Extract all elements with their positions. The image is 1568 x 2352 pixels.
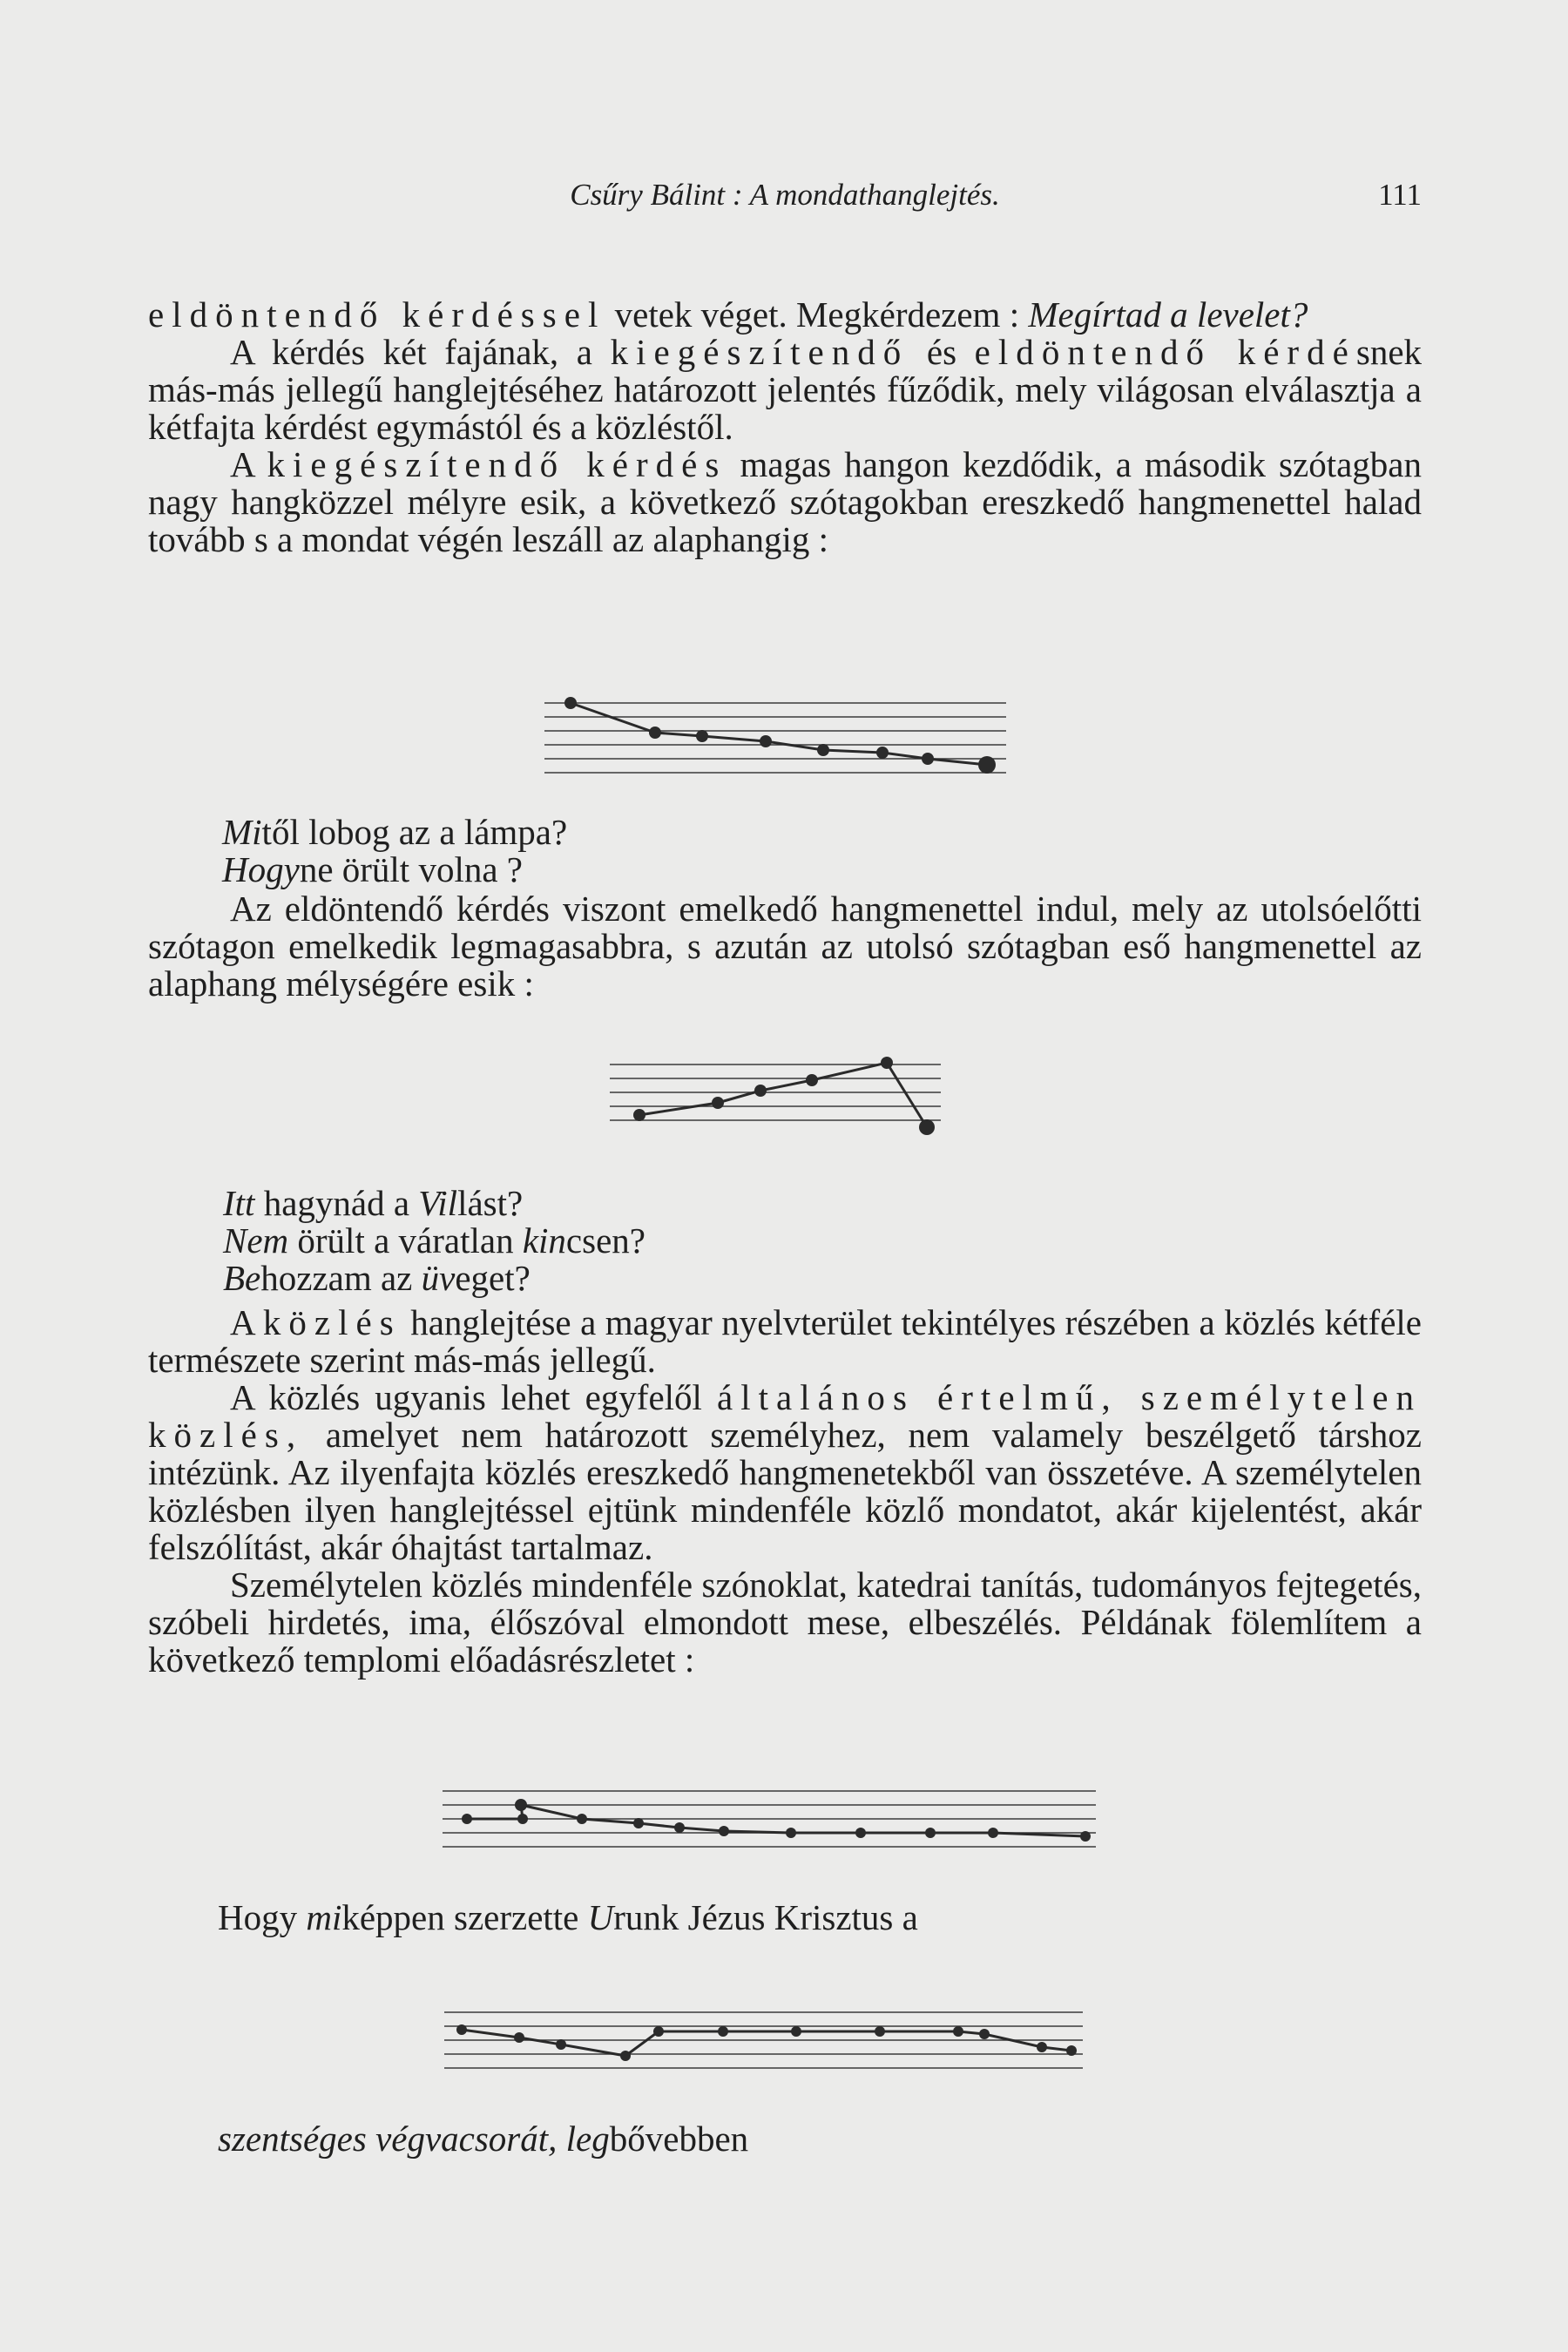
syllable-dots <box>564 697 996 774</box>
example-block-1 <box>222 814 567 889</box>
syllable-dot <box>806 1074 818 1086</box>
example-block-4 <box>218 2120 748 2158</box>
syllable-dot <box>953 2026 963 2037</box>
syllable-dot <box>817 744 829 756</box>
text-run: eget? <box>455 1258 531 1298</box>
stressed-syllable: mi <box>306 1897 342 1937</box>
stressed-syllable: Nem <box>223 1220 289 1260</box>
example-line <box>218 2120 748 2158</box>
example-block-3 <box>218 1899 918 1936</box>
text-block-2 <box>148 890 1422 1003</box>
text-run <box>557 2119 565 2159</box>
syllable-dot <box>875 2026 885 2037</box>
paragraph-5 <box>148 1304 1422 1379</box>
example-line <box>222 851 567 889</box>
spaced-term: közlés <box>262 1302 402 1342</box>
syllable-dot <box>979 2029 990 2039</box>
paragraph-7: Személytelen közlés mindenféle szónoklat, katedrai tanítás, tudományos fejtegetés, szóbeli hirdetés, ima, élőszóval elmondott mese, elbeszélés. Példának fölemlítem a következő templomi előadásrészletet : <box>148 1565 1422 1680</box>
text-run: vetek véget. Megkérdezem : <box>605 294 1029 335</box>
example-line <box>218 1899 918 1936</box>
page-header <box>148 172 1422 218</box>
melody-line <box>639 1063 927 1127</box>
syllable-dot <box>791 2026 801 2037</box>
syllable-dot <box>1066 2045 1077 2056</box>
text-run: Hogy <box>218 1897 307 1937</box>
syllable-dot <box>919 1119 935 1135</box>
syllable-dot <box>620 2051 631 2061</box>
text-run: séges <box>289 2119 376 2159</box>
syllable-dot <box>855 1828 866 1838</box>
example-sentence: Megírtad a levelet? <box>1028 294 1308 335</box>
text-run: képpen szerzette <box>341 1897 588 1937</box>
syllable-dot <box>1080 1831 1091 1842</box>
text-run: lást? <box>457 1183 524 1223</box>
stressed-syllable: végvacsorát, <box>375 2119 558 2159</box>
text-run: től lobog az a lámpa? <box>261 812 568 852</box>
syllable-dot <box>696 730 708 742</box>
syllable-dot <box>786 1828 796 1838</box>
page-number: 111 <box>1378 178 1422 212</box>
syllable-dot <box>633 1109 645 1121</box>
example-line <box>223 1185 645 1222</box>
spaced-term: kiegészítendő <box>610 332 909 372</box>
paragraph-3 <box>148 446 1422 558</box>
syllable-dot <box>515 1799 527 1811</box>
spaced-term: eldöntendő kérdéssel <box>148 294 606 335</box>
paragraph-4: Az eldöntendő kérdés viszont emelkedő hangmenettel indul, mely az utolsóelőtti szótagon emelkedik legmagasabbra, s azután az utolsó szótagban eső hangmenettel az alaphang mélységére esik : <box>148 889 1422 1004</box>
text-run: és <box>909 332 975 372</box>
syllable-dot <box>754 1085 767 1097</box>
text-run: ne örült volna ? <box>299 849 523 889</box>
example-line <box>222 814 567 851</box>
syllable-dot <box>760 735 772 747</box>
text-run: bővebben <box>609 2119 749 2159</box>
syllable-dot <box>988 1828 998 1838</box>
stressed-syllable: Vil <box>418 1183 458 1223</box>
running-head: Csűry Bálint : A mondathanglejtés. <box>570 178 1000 212</box>
syllable-dot <box>653 2026 664 2037</box>
text-run: A <box>230 444 267 484</box>
text-run: runk Jézus Krisztus a <box>613 1897 918 1937</box>
text-run: magas hangon kezdődik, a második szótagban nagy hangközzel mélyre esik, a következő szótagokban ereszkedő hangmenettel halad tovább s a mondat végén leszáll az alaphangig : <box>148 444 1422 559</box>
text-run: amelyet nem határozott személyhez, nem valamely beszélgető társhoz intézünk. Az ilyenfajta közlés ereszkedő hangmenetekből van összetéve. A személytelen közlésben ilyen hanglejtéssel ejtünk mindenféle közlő mondatot, akár kijelentést, akár felszólítást, akár óhajtást tartalmaz. <box>148 1415 1422 1567</box>
syllable-dot <box>922 753 934 765</box>
syllable-dot <box>633 1818 644 1828</box>
text-run: csen? <box>565 1220 645 1260</box>
syllable-dot <box>719 1826 729 1836</box>
stressed-syllable: kin <box>522 1220 566 1260</box>
syllable-dot <box>577 1814 587 1824</box>
text-run: hagynád a <box>254 1183 419 1223</box>
spaced-term: eldöntendő <box>974 332 1213 372</box>
stressed-syllable: szent <box>218 2119 289 2159</box>
example-line <box>223 1260 645 1297</box>
example-block-2 <box>223 1185 645 1297</box>
syllable-dot <box>712 1097 724 1109</box>
syllable-dot <box>876 747 889 759</box>
stressed-syllable: Itt <box>223 1183 255 1223</box>
intonation-staff-2 <box>610 1044 950 1148</box>
stressed-syllable: leg <box>565 2119 610 2159</box>
stressed-syllable: Mi <box>222 812 262 852</box>
text-block-3 <box>148 1304 1422 1679</box>
intonation-staff-1 <box>544 688 1015 784</box>
text-run: A közlés ugyanis lehet egyfelől <box>230 1377 718 1417</box>
text-run: örült a váratlan <box>288 1220 523 1260</box>
stressed-syllable: U <box>587 1897 614 1937</box>
syllable-dot <box>556 2039 566 2050</box>
syllable-dot <box>456 2024 467 2035</box>
text-run: hanglejtése a magyar nyelvterület tekintélyes részében a közlés kétféle természete szerint más-más jellegű. <box>148 1302 1422 1380</box>
syllable-dot <box>1037 2042 1047 2052</box>
syllable-dot <box>517 1814 528 1824</box>
text-run: hozzam az <box>260 1258 422 1298</box>
syllable-dot <box>564 697 577 709</box>
text-block-1 <box>148 296 1422 558</box>
syllable-dot <box>462 1814 472 1824</box>
stressed-syllable: üv <box>421 1258 456 1298</box>
syllable-dot <box>674 1822 685 1833</box>
syllable-dot <box>925 1828 936 1838</box>
text-run: snek más-más jellegű hanglejtéséhez határozott jelentés fűződik, mely világosan elválasztja a kétfajta kérdést egymástól és a közléstől. <box>148 332 1423 447</box>
stressed-syllable: Be <box>223 1258 261 1298</box>
paragraph-6 <box>148 1379 1422 1566</box>
syllable-dot <box>978 756 996 774</box>
paragraph-1 <box>148 296 1422 334</box>
syllable-dot <box>514 2032 524 2043</box>
staff-lines <box>443 1791 1096 1847</box>
stressed-syllable: Hogy <box>222 849 300 889</box>
syllable-dot <box>718 2026 728 2037</box>
spaced-term: kiegészítendő kérdés <box>267 444 727 484</box>
paragraph-2 <box>148 334 1422 446</box>
syllable-dot <box>881 1057 893 1069</box>
spaced-term: általános értelmű, személytelen közlés, <box>148 1377 1422 1455</box>
syllable-dot <box>649 727 661 739</box>
intonation-staff-4 <box>444 1995 1089 2082</box>
example-line <box>223 1222 645 1260</box>
intonation-staff-3 <box>443 1784 1105 1862</box>
text-run: A <box>230 1302 263 1342</box>
staff-lines <box>544 703 1006 773</box>
text-run: A kérdés két fajának, a <box>230 332 611 372</box>
spaced-term: kérdé <box>1212 332 1356 372</box>
